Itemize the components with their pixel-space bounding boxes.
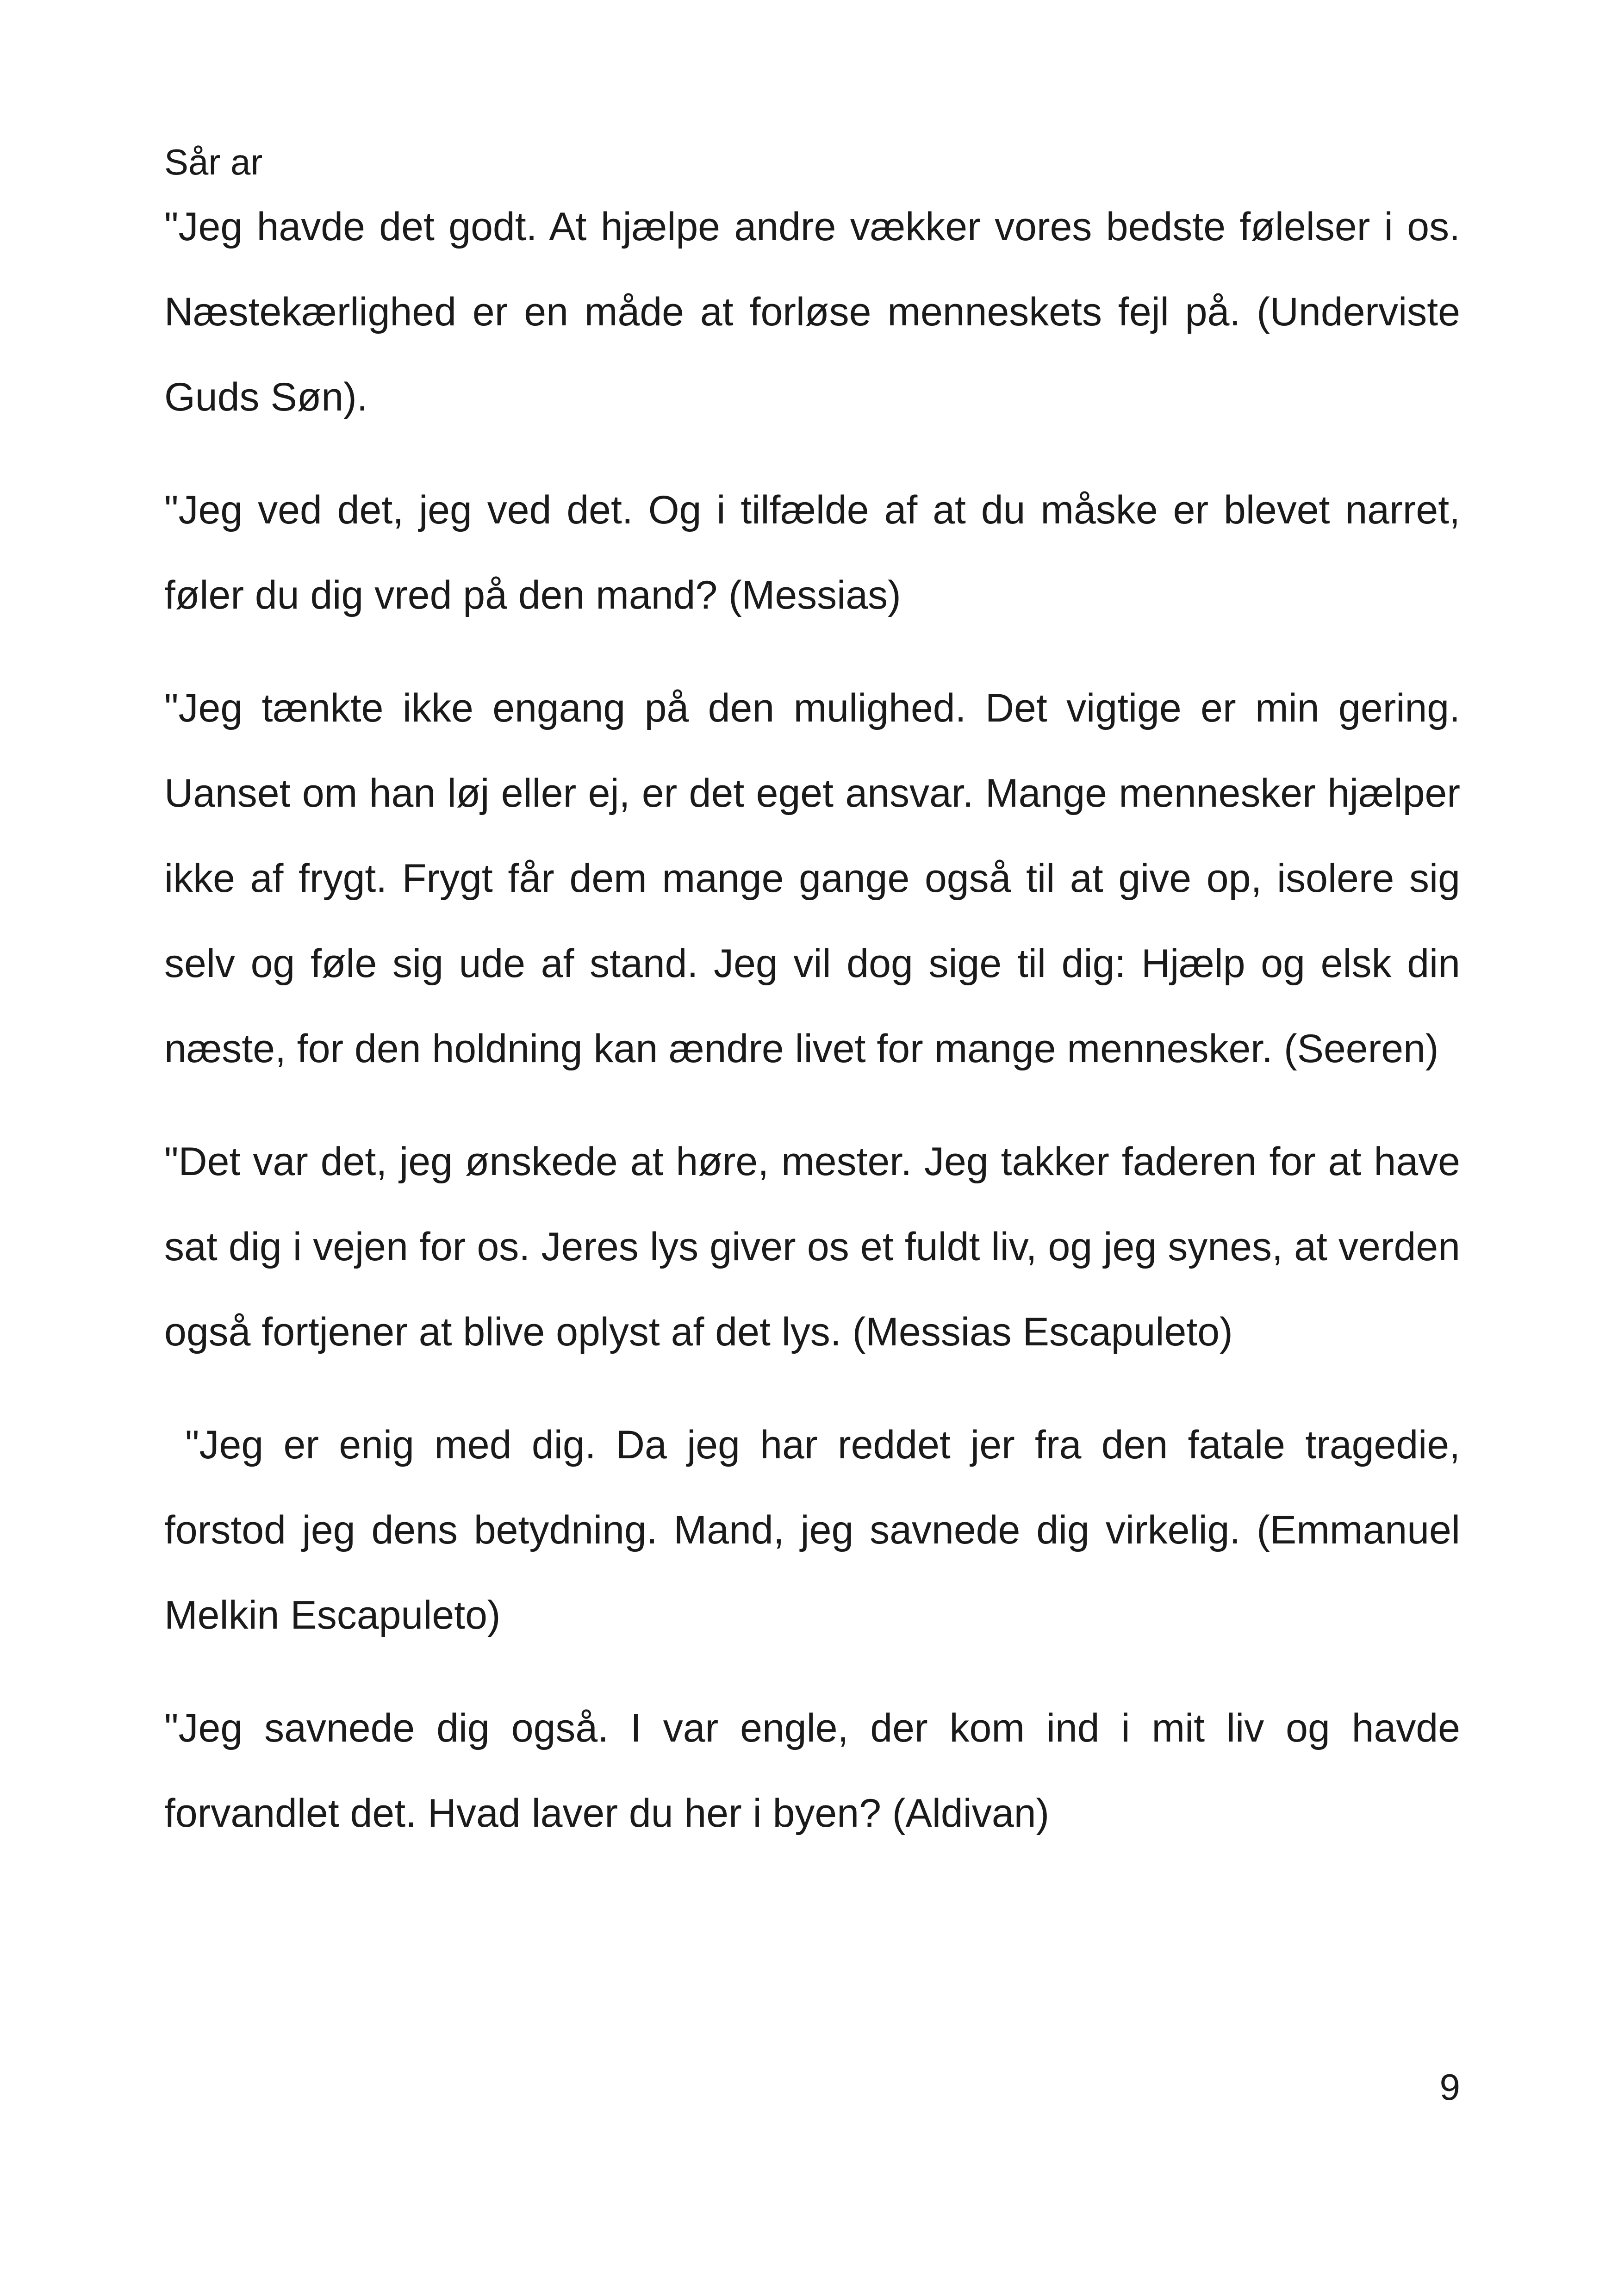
paragraph-4: "Det var det, jeg ønskede at høre, mester. Jeg takker faderen for at have sat dig i vejen for os. Jeres lys giver os et fuldt liv, og jeg synes, at verden også fortjener at blive oplyst af det lys. (Messias Escapuleto) bbox=[164, 1139, 1460, 1354]
paragraph-3: "Jeg tænkte ikke engang på den mulighed. Det vigtige er min gering. Uanset om han løj eller ej, er det eget ansvar. Mange mennesker hjælper ikke af frygt. Frygt får dem mange gange også til at give op, isolere sig selv og føle sig ude af stand. Jeg vil dog sige til dig: Hjælp og elsk din næste, for den holdning kan ændre livet for mange mennesker. (Seeren) bbox=[164, 686, 1460, 1071]
body-text bbox=[164, 184, 1460, 1856]
running-header: Sår ar bbox=[164, 142, 263, 182]
page-number: 9 bbox=[1439, 2066, 1460, 2108]
paragraph-2: "Jeg ved det, jeg ved det. Og i tilfælde af at du måske er blevet narret, føler du dig vred på den mand? (Messias) bbox=[164, 488, 1460, 617]
paragraph-5: "Jeg er enig med dig. Da jeg har reddet jer fra den fatale tragedie, forstod jeg dens betydning. Mand, jeg savnede dig virkelig. (Emmanuel Melkin Escapuleto) bbox=[164, 1423, 1460, 1637]
paragraph-1: "Jeg havde det godt. At hjælpe andre vækker vores bedste følelser i os. Næstekærlighed er en måde at forløse menneskets fejl på. (Underviste Guds Søn). bbox=[164, 205, 1460, 419]
paragraph-6: "Jeg savnede dig også. I var engle, der kom ind i mit liv og havde forvandlet det. Hvad laver du her i byen? (Aldivan) bbox=[164, 1706, 1460, 1836]
